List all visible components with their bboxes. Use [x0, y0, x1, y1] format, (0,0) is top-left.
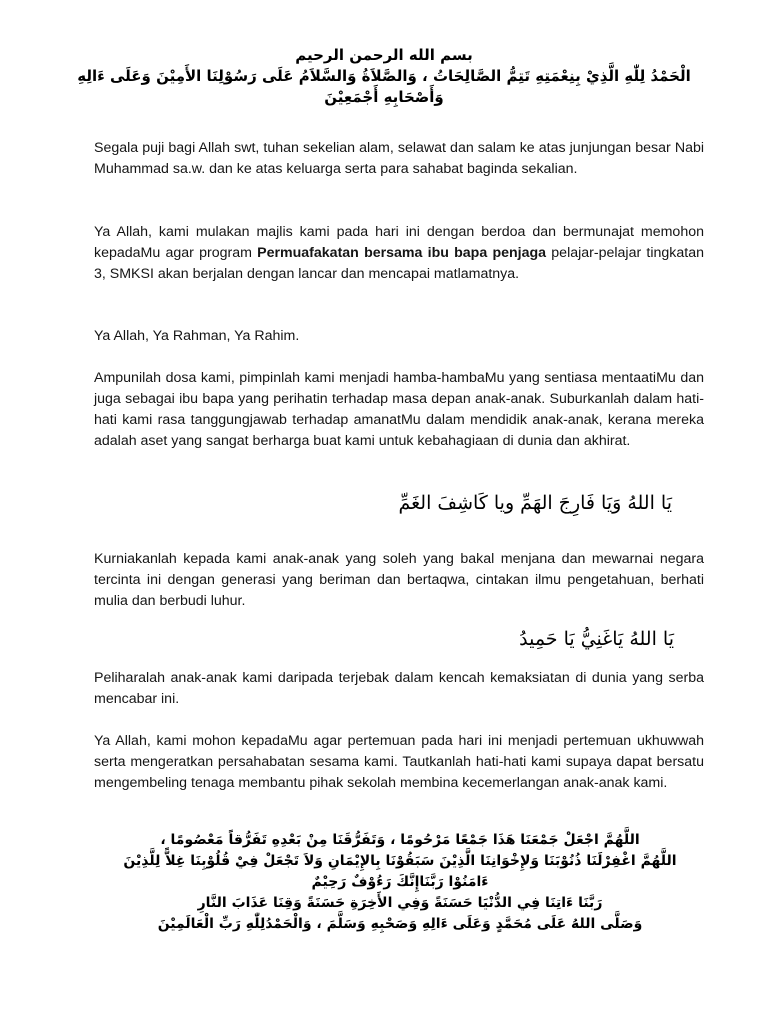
closing-dua-line-3: ءَامَنُوْا رَبَّنَاإِنَّكَ رَءُوْفٌ رَحِيْمٌ [311, 874, 489, 890]
paragraph-program-prayer [94, 222, 704, 285]
closing-dua-line-4: رَبَّنَا ءَاتِنَا فِي الدُّنْيَا حَسَنَةً وَفِي الأَخِرَةِ حَسَنَةً وَقِنَا عَذَابَ النَّارِ [197, 895, 603, 911]
paragraph-ukhuwwah: Ya Allah, kami mohon kepadaMu agar pertemuan pada hari ini menjadi pertemuan ukhuwwah serta mengeratkan persahabatan sesama kami. Tautkanlah hati-hati kami supaya dapat bersatu mengembeling tenaga membantu pihak sekolah membina kecemerlangan anak-anak kami. [94, 733, 704, 791]
paragraph-program-prayer-text-a: Ya Allah, kami mulakan majlis kami pada hari ini dengan berdoa dan bermunajat memohon kepadaMu agar program [94, 224, 704, 261]
paragraph-program-prayer-text-b: pelajar-pelajar tingkatan 3, SMKSI akan berjalan dengan lancar dan mencapai matlamatnya. [94, 245, 704, 282]
opening-praise-line-2: وَأَصْحَابِهِ أَجْمَعِيْنَ [324, 88, 444, 106]
invocation-line-2: يَا اللهُ يَاغَنِيُّ يَا حَمِيدُ [519, 628, 674, 650]
closing-dua-line-2: اللَّهُمَّ اغْفِرْلَنَا ذُنُوْبَنَا وَلإِخْوَانِنَا الَّذِيْنَ سَبَقُوْنَا بِالإِيْمَانِ وَلاَ تَجْعَلْ فِيْ قُلُوْبِنَا غِلاًّ لِلَّذِيْنَ [123, 853, 677, 869]
closing-dua-line-5: وَصَلَّى اللهُ عَلَى مُحَمَّدٍ وَعَلَى ءَالِهِ وَصَحْبِهِ وَسَلَّمَ ، وَالْحَمْدُلِلّٰهِ رَبِّ الْعَالَمِيْنَ [157, 916, 643, 932]
paragraph-names-of-allah: Ya Allah, Ya Rahman, Ya Rahim. [94, 328, 300, 344]
closing-dua-block [80, 830, 720, 935]
closing-dua-line-1: اللَّهُمَّ اجْعَلْ جَمْعَنَا هَذَا جَمْعًا مَرْحُومًا ، وَتَفَرُّقَنَا مِنْ بَعْدِهِ تَفَرُّقاً مَعْصُومًا ، [160, 832, 640, 848]
paragraph-protection: Peliharalah anak-anak kami daripada terjebak dalam kencah kemaksiatan di dunia yang serba mencabar ini. [94, 670, 704, 707]
program-name-bold: Permuafakatan bersama ibu bapa penjaga [257, 245, 547, 261]
paragraph-praise: Segala puji bagi Allah swt, tuhan sekelian alam, selawat dan salam ke atas junjungan besar Nabi Muhammad sa.w. dan ke atas keluarga serta para sahabat baginda sekalian. [94, 140, 704, 177]
paragraph-righteous-children: Kurniakanlah kepada kami anak-anak yang soleh yang bakal menjana dan mewarnai negara tercinta ini dengan generasi yang beriman dan bertaqwa, cintakan ilmu pengetahuan, berhati mulia dan berbudi luhur. [94, 551, 704, 609]
opening-praise-line-1: الْحَمْدُ لِلّٰهِ الَّذِيْ بِنِعْمَتِهِ تَتِمُّ الصَّالِحَاتُ ، وَالصَّلاَةُ وَالسَّلاَمُ عَلَى رَسُوْلِنَا الأَمِيْنَ وَعَلَى ءَالِهِ [77, 67, 691, 85]
paragraph-forgiveness: Ampunilah dosa kami, pimpinlah kami menjadi hamba-hambaMu yang sentiasa mentaatiMu dan juga sebagai ibu bapa yang perihatin terhadap masa depan anak-anak. Suburkanlah dalam hati-hati kami rasa tanggungjawab terhadap amanatMu dalam mendidik anak-anak, kerana mereka adalah aset yang sangat berharga buat kami untuk kebahagiaan di dunia dan akhirat. [94, 370, 704, 449]
invocation-line-1: يَا اللهُ وَيَا فَارِجَ الهَمِّ ويا كَاشِفَ الغَمِّ [398, 492, 672, 514]
basmalah-heading: بسم الله الرحمن الرحيم [295, 46, 473, 64]
